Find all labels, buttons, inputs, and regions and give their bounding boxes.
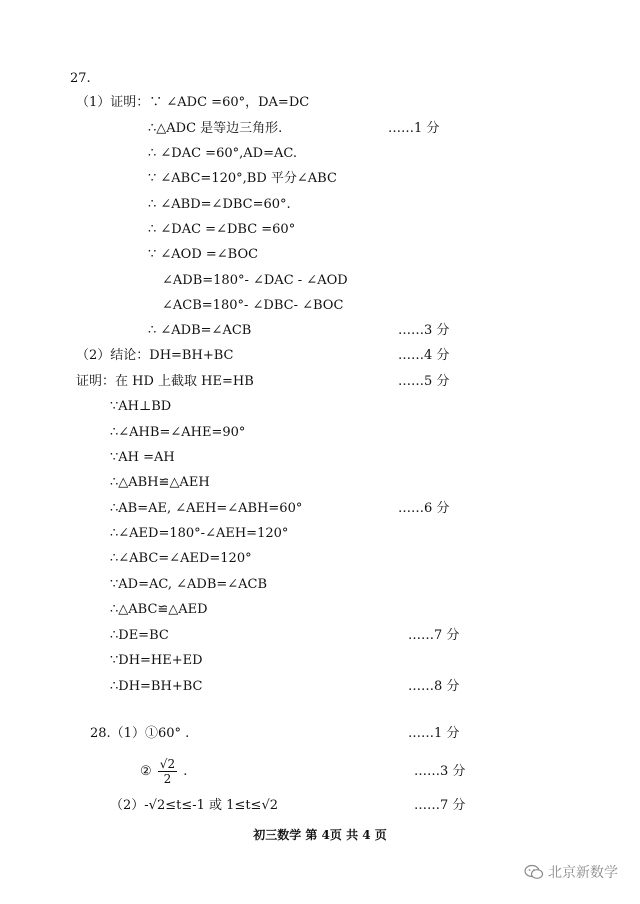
score-marker: ……6 分	[398, 501, 450, 516]
proof-line: ∵AH =AH	[110, 450, 175, 465]
sqrt-expression: √2	[148, 798, 166, 813]
score-marker: ……1 分	[388, 121, 440, 136]
inequality-text: ≤t≤-1 或 1≤t≤	[165, 798, 262, 813]
answer-line	[110, 797, 278, 815]
wechat-icon	[524, 864, 544, 880]
proof-line: ∴△ABH≌△AEH	[110, 475, 210, 490]
proof-line: 证明：在 HD 上截取 HE=HB	[76, 374, 254, 389]
score-marker: ……3 分	[414, 764, 466, 779]
score-marker: ……7 分	[414, 798, 466, 813]
proof-line: ∴ ∠DAC =∠DBC =60°	[148, 222, 296, 237]
period: .	[183, 764, 188, 779]
score-marker: ……4 分	[398, 348, 450, 363]
proof-line: ∴ ∠ABD=∠DBC=60°.	[148, 197, 291, 212]
proof-line: ∴△ABC≌△AED	[110, 602, 208, 617]
proof-line: ∠ACB=180°- ∠DBC- ∠BOC	[162, 298, 344, 313]
sqrt-expression: √2	[261, 798, 279, 813]
proof-line: ∵AD=AC, ∠ADB=∠ACB	[110, 577, 268, 592]
answer-line	[140, 754, 187, 790]
score-marker: ……3 分	[398, 323, 450, 338]
score-marker: ……7 分	[408, 628, 460, 643]
page-footer: 初三数学 第 4页 共 4 页	[253, 828, 387, 842]
proof-line: （2）结论：DH=BH+BC	[76, 348, 234, 363]
proof-line: ∴△ADC 是等边三角形.	[148, 121, 283, 136]
fraction-numerator: √2	[159, 757, 176, 771]
proof-line: ∴∠AED=180°-∠AEH=120°	[110, 526, 289, 541]
proof-line: ∴DH=BH+BC	[110, 679, 203, 694]
proof-line: ∵ ∠AOD =∠BOC	[148, 247, 259, 262]
circled-number: ②	[140, 764, 152, 779]
proof-line: ∴ ∠DAC =60°,AD=AC.	[148, 146, 297, 161]
fraction	[158, 757, 177, 786]
proof-line: ∵ ∠ABC=120°,BD 平分∠ABC	[148, 171, 337, 186]
watermark-text: 北京新数学	[548, 865, 618, 881]
proof-line: ∠ADB=180°- ∠DAC - ∠AOD	[162, 273, 348, 288]
proof-line: ∵AH⊥BD	[110, 399, 172, 414]
proof-line: ∴ ∠ADB=∠ACB	[148, 323, 252, 338]
score-marker: ……1 分	[408, 726, 460, 741]
fraction-denominator: 2	[163, 772, 172, 786]
proof-line: ∴DE=BC	[110, 628, 169, 643]
score-marker: ……5 分	[398, 374, 450, 389]
watermark	[524, 862, 618, 882]
proof-line: ∵DH=HE+ED	[110, 653, 203, 668]
answer-line: 28.（1）①60° .	[90, 726, 190, 741]
proof-line: （1）证明：∵ ∠ADC =60°，DA=DC	[76, 95, 310, 110]
proof-line: ∴∠AHB=∠AHE=90°	[110, 425, 246, 440]
answer-part-label: （2）-	[110, 798, 149, 813]
proof-line: ∴AB=AE, ∠AEH=∠ABH=60°	[110, 501, 303, 516]
score-marker: ……8 分	[408, 679, 460, 694]
proof-line: ∴∠ABC=∠AED=120°	[110, 551, 252, 566]
question-number-27: 27.	[70, 71, 91, 86]
